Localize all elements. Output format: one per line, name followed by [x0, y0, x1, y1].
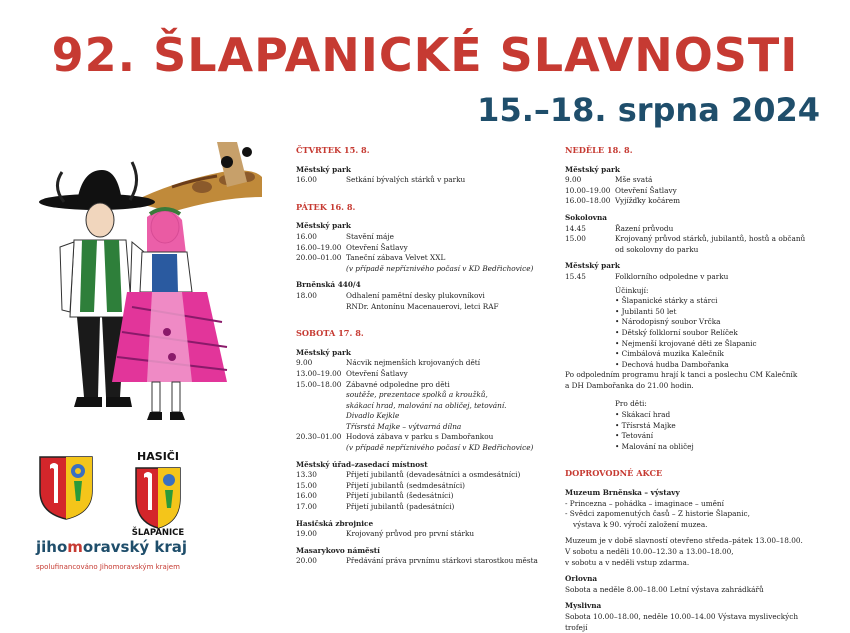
program-time: 16.00 [296, 231, 317, 241]
program-column-right [565, 145, 815, 633]
hasici-shield-icon [128, 452, 188, 536]
program-row [565, 186, 815, 197]
program-desc: Vyjížďky kočárem [615, 196, 681, 206]
program-time: 16.00 [296, 491, 317, 501]
program-time: 13.00–19.00 [296, 368, 342, 378]
program-desc: Odhalení pamětní desky plukovníkovi [346, 290, 485, 300]
program-time: 15.45 [565, 271, 586, 281]
program-sub: Divadlo Kejkle [346, 411, 400, 421]
program-time: 14.45 [565, 223, 586, 233]
folk-couple-illustration [22, 142, 270, 427]
program-time: 20.00 [296, 556, 317, 566]
slapanice-label: ŠLAPANICE [131, 528, 185, 538]
venue-title: Myslivna [565, 601, 602, 611]
venue-title: Orlovna [565, 574, 598, 584]
program-sub: Třísrstá Majke – výtvarná dílna [346, 421, 462, 431]
program-desc: Taneční zábava Velvet XXL [346, 253, 446, 263]
funding-note: spolufinancováno Jihomoravským krajem [36, 563, 180, 571]
program-row [296, 358, 546, 369]
venue-title: Městský park [296, 221, 351, 231]
program-desc: Krojovaný průvod pro první stárku [346, 529, 475, 539]
day-heading-friday: PÁTEK 16. 8. [296, 201, 356, 212]
day-heading-sunday: NEDĚLE 18. 8. [565, 145, 633, 155]
list-item: • Skákací hrad [615, 410, 815, 421]
program-row [296, 291, 546, 302]
program-desc: Otevření Šatlavy [346, 242, 408, 252]
program-desc: Řazení průvodu [615, 223, 674, 233]
jihomoravsky-kraj-logo [36, 538, 187, 556]
program-desc: Stavění máje [346, 231, 394, 241]
hasici-label: HASIČI [137, 450, 179, 463]
program-desc: Přijetí jubilantů (sedmdesátníci) [346, 480, 466, 490]
program-desc-cont: RNDr. Antonínu Macenauerovi, letci RAF [346, 301, 499, 311]
day-heading-saturday: SOBOTA 17. 8. [296, 328, 364, 339]
list-item: • Šlapanické stárky a stárci [615, 296, 815, 307]
program-desc: Folklorního odpoledne v parku [615, 271, 729, 281]
after-program-text: Po odpoledním programu hrají k tanci a poslechu CM Kalečník [565, 370, 798, 380]
program-row [296, 232, 546, 243]
kraj-text-b: oravský kraj [82, 538, 188, 556]
program-column-left [296, 145, 546, 567]
program-desc: Nácvik nejmenších krojovaných dětí [346, 358, 481, 368]
program-sub: skákací hrad, malování na obličej, tetování. [346, 400, 507, 410]
extra-events-heading: DOPROVODNÉ AKCE [565, 468, 663, 479]
venue-title: Sokolovna [565, 212, 607, 222]
program-time: 20.00–01.00 [296, 253, 342, 263]
list-item: • Národopisný soubor Vrčka [615, 317, 815, 328]
weather-note: (v případě nepříznivého počasí v KD Bedřichovice) [346, 443, 534, 453]
venue-title: Hasičská zbrojnice [296, 518, 374, 528]
list-item: • Třísrstá Majke [615, 421, 815, 432]
event-date: 15.–18. srpna 2024 [477, 91, 820, 129]
program-row [296, 432, 546, 443]
program-desc: Otevření Šatlavy [615, 185, 677, 195]
program-row [565, 175, 815, 186]
program-time: 10.00–19.00 [565, 185, 611, 195]
program-row [296, 470, 546, 481]
program-row [296, 175, 546, 186]
list-item: • Dechová hudba Dambořanka [615, 360, 815, 371]
program-sub: soutěže, prezentace spolků a kroužků, [346, 390, 488, 400]
program-row [296, 529, 546, 540]
program-time: 13.30 [296, 470, 317, 480]
program-time: 16.00 [296, 175, 317, 185]
opening-hours: Muzeum je v době slavností otevřeno středa–pátek 13.00–18.00. [565, 536, 803, 546]
weather-note: (v případě nepříznivého počasí v KD Bedřichovice) [346, 263, 534, 273]
program-desc: Zábavné odpoledne pro děti [346, 379, 450, 389]
program-desc: Setkání bývalých stárků v parku [346, 175, 466, 185]
program-time: 16.00–18.00 [565, 196, 611, 206]
venue-title: Městský úřad–zasedací místnost [296, 459, 428, 469]
program-row [296, 380, 546, 391]
list-item: • Jubilanti 50 let [615, 307, 815, 318]
program-time: 15.00 [565, 234, 586, 244]
program-desc: Mše svatá [615, 175, 653, 185]
opening-hours: Sobota 10.00–18.00, neděle 10.00–14.00 Výstava mysliveckých trofejí [565, 611, 799, 632]
day-heading-thursday: ČTVRTEK 15. 8. [296, 145, 370, 155]
venue-title: Městský park [565, 164, 620, 174]
program-row [296, 491, 546, 502]
program-row [296, 253, 546, 264]
list-item: • Dětský folklorní soubor Relíček [615, 328, 815, 339]
program-row [565, 224, 815, 235]
list-item: • Cimbálová muzika Kalečník [615, 349, 815, 360]
program-row [565, 196, 815, 207]
program-time: 9.00 [565, 175, 582, 185]
program-time: 17.00 [296, 502, 317, 512]
program-time: 18.00 [296, 290, 317, 300]
exhibition-item: - Princezna – pohádka – imaginace – umění [565, 498, 724, 508]
kraj-text-a: jiho [36, 538, 68, 556]
program-desc-cont: od sokolovny do parku [615, 244, 699, 254]
program-desc: Hodová zábava v parku s Dambořankou [346, 432, 494, 442]
program-row [565, 234, 815, 245]
exhibition-item: - Svědci zapomenutých časů – Z historie Šlapanic, [565, 509, 750, 519]
program-time: 15.00–18.00 [296, 379, 342, 389]
venue-title: Muzeum Brněnska – výstavy [565, 488, 680, 498]
opening-hours: Sobota a neděle 8.00–18.00 Letní výstava zahrádkářů [565, 584, 764, 594]
after-program-text: a DH Dambořanka do 21.00 hodin. [565, 380, 694, 390]
program-time: 19.00 [296, 529, 317, 539]
program-row [296, 502, 546, 513]
exhibition-item: výstava k 90. výročí založení muzea. [573, 519, 708, 529]
program-row [565, 272, 815, 283]
program-time: 20.30–01.00 [296, 432, 342, 442]
list-item: • Tetování [615, 431, 815, 442]
venue-title: Městský park [296, 347, 351, 357]
page-title: 92. ŠLAPANICKÉ SLAVNOSTI [51, 28, 799, 82]
program-time: 16.00–19.00 [296, 242, 342, 252]
opening-hours: v sobotu a v neděli vstup zdarma. [565, 557, 690, 567]
kids-list [565, 410, 815, 452]
program-time: 9.00 [296, 358, 313, 368]
program-time: 15.00 [296, 480, 317, 490]
venue-title: Městský park [296, 164, 351, 174]
program-desc: Předávání práva prvnímu stárkovi starostkou města [346, 556, 538, 566]
program-desc: Přijetí jubilantů (devadesátníci a osmdesátníci) [346, 470, 521, 480]
program-desc: Otevření Šatlavy [346, 368, 408, 378]
program-row [296, 556, 546, 567]
performers-list [565, 296, 815, 370]
list-item: • Nejmenší krojované děti ze Šlapanic [615, 339, 815, 350]
venue-title: Brněnská 440/4 [296, 280, 361, 290]
slapanice-coat-of-arms [38, 455, 94, 521]
program-row [296, 243, 546, 254]
performers-label: Účinkují: [615, 285, 649, 295]
list-item: • Malování na obličej [615, 442, 815, 453]
program-desc: Přijetí jubilantů (padesátníci) [346, 502, 455, 512]
venue-title: Masarykovo náměstí [296, 545, 380, 555]
kraj-text-m: m [67, 538, 83, 556]
program-row [296, 481, 546, 492]
venue-title: Městský park [565, 261, 620, 271]
kids-label: Pro děti: [615, 399, 647, 409]
program-desc: Krojovaný průvod stárků, jubilantů, hostů a občanů [615, 234, 806, 244]
opening-hours: V sobotu a neděli 10.00–12.30 a 13.00–18.00, [565, 547, 734, 556]
program-row [296, 369, 546, 380]
program-desc: Přijetí jubilantů (šedesátníci) [346, 491, 454, 501]
